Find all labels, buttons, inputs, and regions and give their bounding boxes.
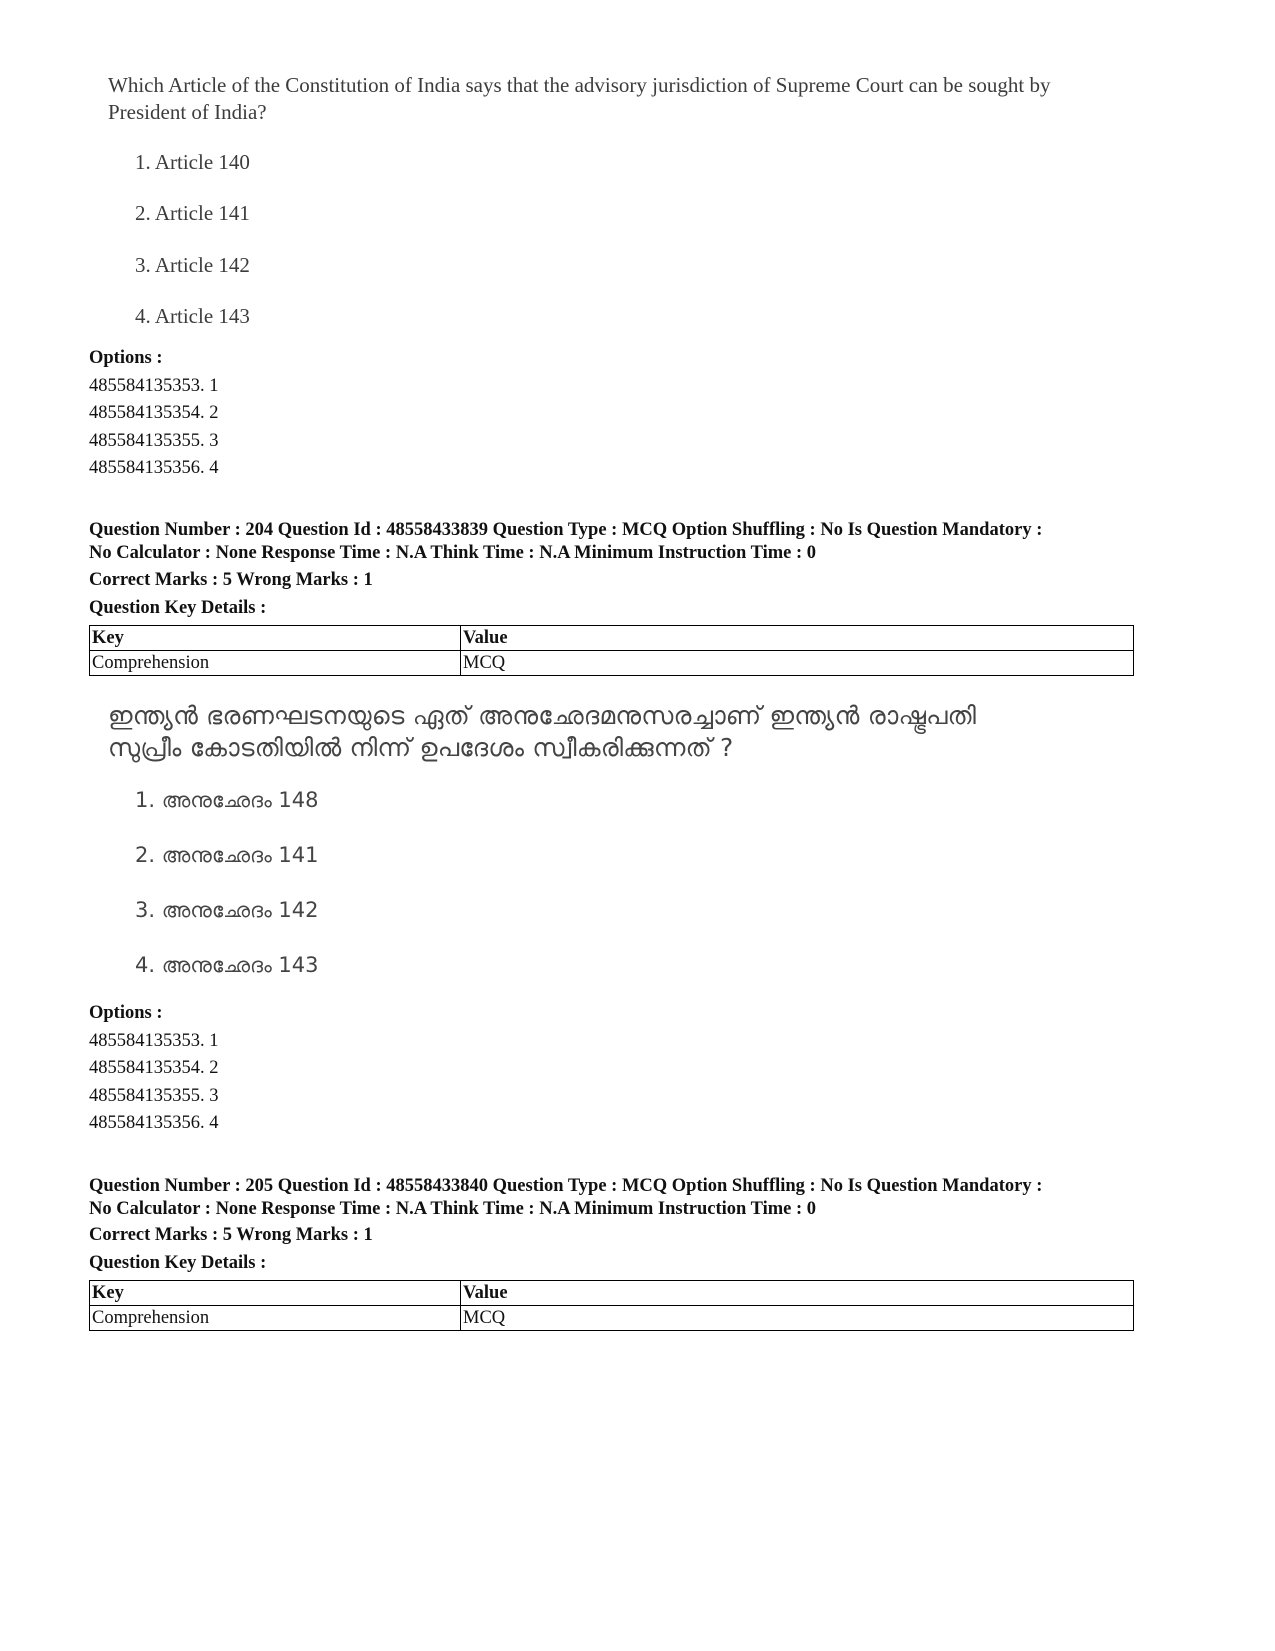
key-details-table xyxy=(89,625,1134,676)
option-item: 485584135353. 1 xyxy=(89,1030,219,1051)
option-item: 485584135356. 4 xyxy=(89,458,219,478)
option-item: 485584135356. 4 xyxy=(89,1113,219,1133)
question-meta-line: Question Number : 205 Question Id : 48558433840 Question Type : MCQ Option Shuffling : No Is Question Mandatory : xyxy=(89,1176,1043,1196)
table-cell: Comprehension xyxy=(90,651,461,676)
marks-line: Correct Marks : 5 Wrong Marks : 1 xyxy=(89,1225,373,1245)
key-details-table xyxy=(89,1280,1134,1331)
question-text: Which Article of the Constitution of India says that the advisory jurisdiction of Supreme Court can be sought by President of India? xyxy=(108,73,1051,124)
option-item: 485584135354. 2 xyxy=(89,403,219,423)
table-header-row xyxy=(90,1281,1134,1306)
table-header-cell: Key xyxy=(90,1281,461,1306)
table-cell: Comprehension xyxy=(90,1306,461,1331)
table-cell: MCQ xyxy=(461,651,1134,676)
table-header-cell: Value xyxy=(461,626,1134,651)
choice-1: 1. അനുഛേദം 148 xyxy=(135,788,319,812)
option-item: 485584135353. 1 xyxy=(89,375,219,396)
options-title: Options : xyxy=(89,1003,163,1023)
option-item: 485584135355. 3 xyxy=(89,430,219,451)
choice-3: 3. അനുഛേദം 142 xyxy=(135,898,319,922)
options-list xyxy=(89,1000,219,1138)
table-header-cell: Value xyxy=(461,1281,1134,1306)
choice-3: 3. Article 142 xyxy=(135,253,250,277)
table-header-row xyxy=(90,626,1134,651)
question-text-line: സുപ്രീം കോടതിയിൽ നിന്ന് ഉപദേശം സ്വീകരിക്കുന്നത് ? xyxy=(108,733,734,762)
choice-1: 1. Article 140 xyxy=(135,150,250,174)
table-cell: MCQ xyxy=(461,1306,1134,1331)
choice-2: 2. അനുഛേദം 141 xyxy=(135,843,319,867)
question-meta-line: No Calculator : None Response Time : N.A Think Time : N.A Minimum Instruction Time : 0 xyxy=(89,543,817,563)
question-meta xyxy=(89,1175,1149,1221)
marks-line: Correct Marks : 5 Wrong Marks : 1 xyxy=(89,570,373,590)
options-list xyxy=(89,345,219,483)
key-details-title: Question Key Details : xyxy=(89,598,267,618)
choice-4: 4. Article 143 xyxy=(135,304,250,328)
choice-4: 4. അനുഛേദം 143 xyxy=(135,953,319,977)
table-row xyxy=(90,651,1134,676)
key-details-title: Question Key Details : xyxy=(89,1253,267,1273)
options-title: Options : xyxy=(89,348,163,368)
question-meta-line: No Calculator : None Response Time : N.A Think Time : N.A Minimum Instruction Time : 0 xyxy=(89,1199,817,1219)
choice-2: 2. Article 141 xyxy=(135,201,250,225)
option-item: 485584135355. 3 xyxy=(89,1085,219,1106)
table-header-cell: Key xyxy=(90,626,461,651)
question-meta xyxy=(89,519,1149,565)
question-text-line: ഇന്ത്യൻ ഭരണഘടനയുടെ ഏത് അനുഛേദമനുസരച്ചാണ് ഇന്ത്യൻ രാഷ്ട്രപതി xyxy=(108,701,977,730)
question-meta-line: Question Number : 204 Question Id : 48558433839 Question Type : MCQ Option Shuffling : No Is Question Mandatory : xyxy=(89,520,1043,540)
option-item: 485584135354. 2 xyxy=(89,1058,219,1078)
table-row xyxy=(90,1306,1134,1331)
